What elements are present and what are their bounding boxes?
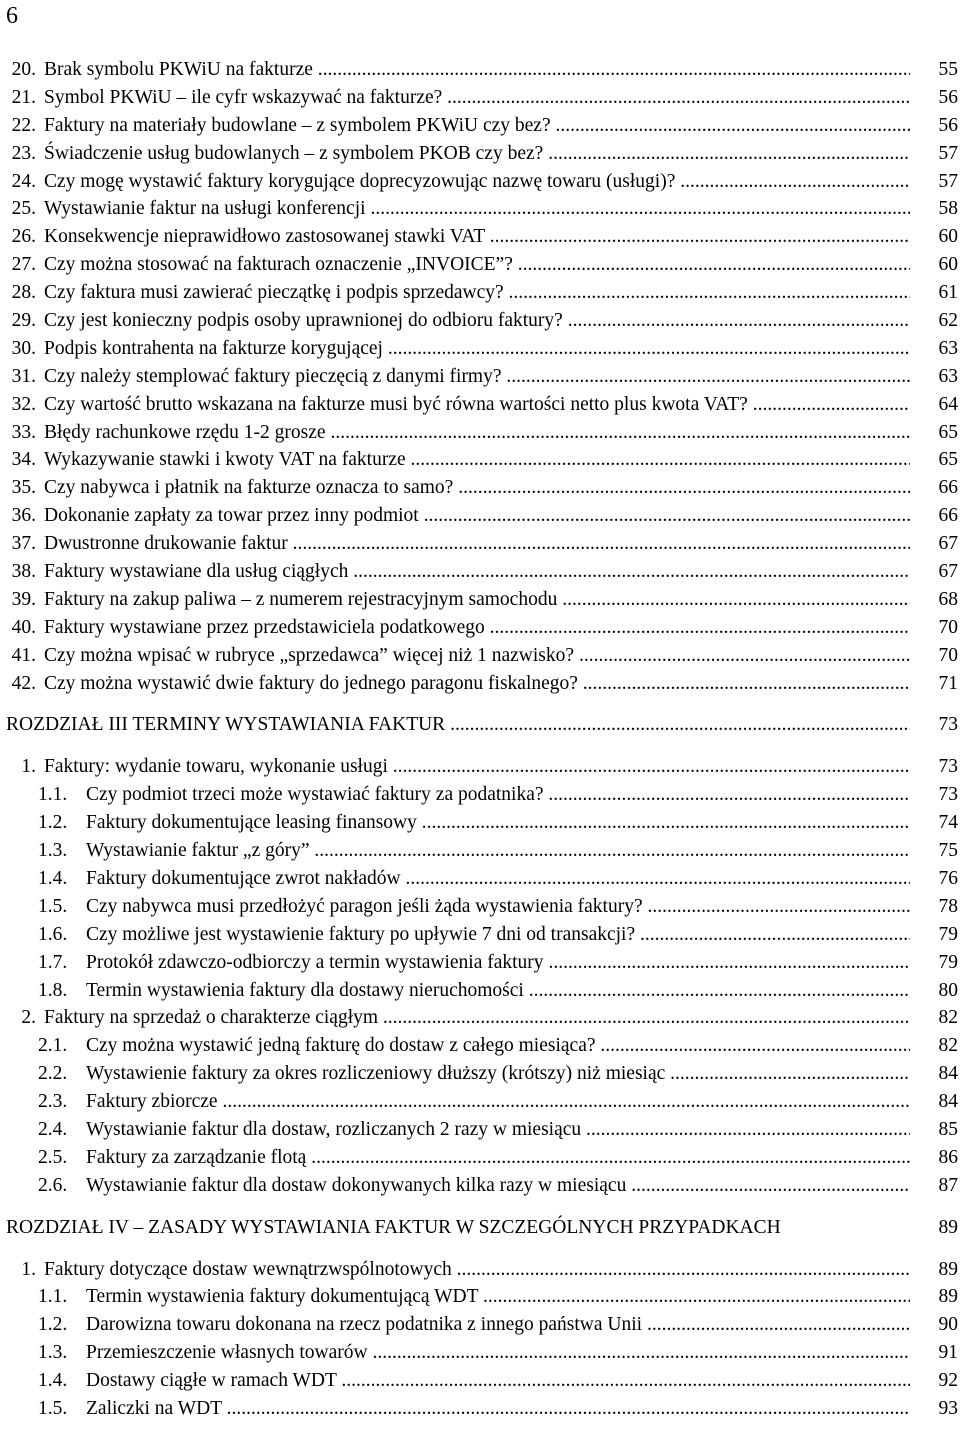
toc-entry-title: Czy można wpisać w rubryce „sprzedawca” więcej niż 1 nazwisko? ..... bbox=[44, 642, 910, 670]
toc-entry-page: 84 bbox=[938, 1091, 958, 1113]
toc-entry-page: 70 bbox=[938, 616, 958, 638]
toc-entry-page: 62 bbox=[938, 310, 958, 332]
toc-entry bbox=[0, 1144, 960, 1172]
toc-entry-number: 1.8. bbox=[38, 979, 68, 1001]
toc-entry bbox=[0, 112, 960, 140]
toc-entry-number: 20. bbox=[11, 59, 36, 80]
toc-entry-title: ROZDZIAŁ IV – ZASADY WYSTAWIANIA FAKTUR W SZCZEGÓLNYCH PRZYPADKACH bbox=[6, 1216, 781, 1238]
toc-entry-number: 40. bbox=[11, 616, 36, 638]
toc-entry bbox=[0, 558, 960, 586]
toc-entry-page: 66 bbox=[938, 505, 958, 527]
toc-entry-number: 42. bbox=[11, 672, 36, 694]
toc-entry-number: 2.5. bbox=[38, 1146, 68, 1168]
toc-entry bbox=[0, 865, 960, 893]
toc-entry-title: Czy możliwe jest wystawienie faktury po upływie 7 dni od transakcji? ..... bbox=[86, 921, 910, 949]
toc-entry-page: 67 bbox=[938, 561, 958, 583]
toc-entry bbox=[0, 251, 960, 279]
toc-entry-page: 70 bbox=[938, 644, 958, 666]
toc-entry-number: 2.6. bbox=[38, 1174, 68, 1196]
toc-entry bbox=[0, 1088, 960, 1116]
toc-entry-page: 75 bbox=[938, 840, 958, 862]
toc-entry bbox=[0, 586, 960, 614]
toc-entry-title: Czy jest konieczny podpis osoby uprawnionej do odbioru faktury? ..... bbox=[44, 307, 910, 335]
table-of-contents bbox=[0, 56, 960, 1423]
toc-entry-number: 32. bbox=[11, 393, 36, 415]
toc-entry-title: Faktury zbiorcze ..... bbox=[86, 1088, 910, 1116]
toc-entry-number: 24. bbox=[11, 170, 36, 192]
toc-entry-page: 86 bbox=[938, 1146, 958, 1168]
toc-entry-page: 71 bbox=[938, 672, 958, 694]
toc-entry bbox=[0, 949, 960, 977]
toc-entry-title: Konsekwencje nieprawidłowo zastosowanej stawki VAT ..... bbox=[44, 223, 910, 251]
toc-entry-title: Faktury dokumentujące leasing finansowy ..... bbox=[86, 809, 910, 837]
toc-entry-number: 30. bbox=[11, 337, 36, 359]
toc-entry bbox=[0, 1060, 960, 1088]
toc-entry-page: 66 bbox=[938, 477, 958, 499]
toc-entry bbox=[0, 363, 960, 391]
toc-entry-title: Faktury dotyczące dostaw wewnątrzwspólnotowych ..... bbox=[44, 1256, 910, 1284]
toc-entry-title: Protokół zdawczo-odbiorczy a termin wystawienia faktury ..... bbox=[86, 949, 910, 977]
toc-entry-number: 33. bbox=[11, 421, 36, 443]
toc-entry bbox=[0, 223, 960, 251]
toc-entry-page: 79 bbox=[938, 923, 958, 945]
toc-entry-number: 36. bbox=[11, 505, 36, 527]
chapter-heading bbox=[0, 711, 960, 739]
toc-entry-title: Darowizna towaru dokonana na rzecz podatnika z innego państwa Unii ..... bbox=[86, 1311, 910, 1339]
toc-entry-number: 21. bbox=[11, 86, 36, 108]
toc-entry-number: 1.3. bbox=[38, 840, 68, 862]
toc-entry-title: Czy nabywca i płatnik na fakturze oznacza to samo? ..... bbox=[44, 474, 910, 502]
toc-entry bbox=[0, 1367, 960, 1395]
toc-entry-number: 1. bbox=[21, 756, 36, 778]
page-number: 6 bbox=[6, 3, 18, 29]
toc-entry-title: Czy wartość brutto wskazana na fakturze musi być równa wartości netto plus kwota VAT? ..... bbox=[44, 391, 910, 419]
toc-entry bbox=[0, 84, 960, 112]
toc-entry bbox=[0, 140, 960, 168]
toc-entry-number: 1.5. bbox=[38, 895, 68, 917]
toc-entry-title: Termin wystawienia faktury dla dostawy nieruchomości ..... bbox=[86, 977, 910, 1005]
toc-entry-title: Czy nabywca musi przedłożyć paragon jeśli żąda wystawienia faktury? ..... bbox=[86, 893, 910, 921]
toc-entry-page: 73 bbox=[938, 784, 958, 806]
toc-entry-number: 1.5. bbox=[38, 1397, 68, 1419]
toc-entry bbox=[0, 1172, 960, 1200]
toc-entry bbox=[0, 670, 960, 698]
toc-entry-title: Wykazywanie stawki i kwoty VAT na fakturze ..... bbox=[44, 446, 910, 474]
toc-entry-title: Czy można stosować na fakturach oznaczenie „INVOICE”? ..... bbox=[44, 251, 910, 279]
toc-entry-page: 82 bbox=[938, 1035, 958, 1057]
toc-entry-page: 87 bbox=[938, 1174, 958, 1196]
toc-entry-number: 26. bbox=[11, 226, 36, 248]
toc-entry bbox=[0, 614, 960, 642]
toc-entry-number: 2.4. bbox=[38, 1118, 68, 1140]
toc-entry-page: 89 bbox=[938, 1258, 958, 1280]
toc-entry-title: Dokonanie zapłaty za towar przez inny podmiot ..... bbox=[44, 502, 910, 530]
toc-entry-number: 34. bbox=[11, 449, 36, 471]
toc-entry-title: Termin wystawienia faktury dokumentującą WDT ..... bbox=[86, 1283, 910, 1311]
toc-entry-page: 89 bbox=[938, 1286, 958, 1308]
toc-entry-number: 1.7. bbox=[38, 951, 68, 973]
toc-entry-number: 37. bbox=[11, 533, 36, 555]
toc-entry bbox=[0, 168, 960, 196]
toc-entry-title: Czy faktura musi zawierać pieczątkę i podpis sprzedawcy? ..... bbox=[44, 279, 910, 307]
toc-entry-title: Faktury na sprzedaż o charakterze ciągłym ..... bbox=[44, 1004, 910, 1032]
toc-entry-page: 73 bbox=[938, 714, 958, 736]
toc-entry-page: 64 bbox=[938, 393, 958, 415]
toc-entry bbox=[0, 642, 960, 670]
toc-entry-number: 28. bbox=[11, 282, 36, 304]
toc-entry bbox=[0, 1283, 960, 1311]
toc-entry-number: 1.6. bbox=[38, 923, 68, 945]
toc-entry-number: 1.3. bbox=[38, 1342, 68, 1364]
toc-entry-page: 58 bbox=[938, 198, 958, 220]
toc-entry-number: 25. bbox=[11, 198, 36, 220]
toc-entry-page: 63 bbox=[938, 365, 958, 387]
toc-entry-page: 85 bbox=[938, 1118, 958, 1140]
toc-entry-page: 56 bbox=[938, 114, 958, 136]
toc-entry-page: 56 bbox=[938, 86, 958, 108]
toc-entry-number: 1.4. bbox=[38, 867, 68, 889]
toc-entry-page: 74 bbox=[938, 812, 958, 834]
toc-entry-page: 80 bbox=[938, 979, 958, 1001]
toc-entry-page: 63 bbox=[938, 337, 958, 359]
toc-entry-number: 1.1. bbox=[38, 784, 68, 806]
toc-entry-title: Wystawianie faktur dla dostaw dokonywanych kilka razy w miesiącu ..... bbox=[86, 1172, 910, 1200]
toc-entry-title: Dostawy ciągłe w ramach WDT ..... bbox=[86, 1367, 910, 1395]
toc-entry-page: 89 bbox=[938, 1216, 958, 1238]
toc-entry bbox=[0, 809, 960, 837]
toc-entry bbox=[0, 195, 960, 223]
toc-entry-page: 91 bbox=[938, 1342, 958, 1364]
toc-entry-number: 27. bbox=[11, 254, 36, 276]
toc-entry-page: 76 bbox=[938, 867, 958, 889]
toc-entry-title: Symbol PKWiU – ile cyfr wskazywać na fakturze? ..... bbox=[44, 84, 910, 112]
toc-entry-page: 78 bbox=[938, 895, 958, 917]
toc-entry-page: 57 bbox=[938, 170, 958, 192]
toc-entry-title: Czy można wystawić dwie faktury do jednego paragonu fiskalnego? ..... bbox=[44, 670, 910, 698]
toc-entry-title: Dwustronne drukowanie faktur ..... bbox=[44, 530, 910, 558]
toc-entry-title: Czy podmiot trzeci może wystawiać faktury za podatnika? ..... bbox=[86, 781, 910, 809]
toc-entry-title: Zaliczki na WDT ..... bbox=[86, 1395, 910, 1423]
toc-entry-page: 90 bbox=[938, 1314, 958, 1336]
toc-entry bbox=[0, 1311, 960, 1339]
toc-entry bbox=[0, 474, 960, 502]
toc-entry-number: 2.2. bbox=[38, 1063, 68, 1085]
toc-entry-number: 22. bbox=[11, 114, 36, 136]
toc-entry-title: Czy można wystawić jedną fakturę do dostaw z całego miesiąca? ..... bbox=[86, 1032, 910, 1060]
toc-entry-number: 1.2. bbox=[38, 812, 68, 834]
toc-entry bbox=[0, 530, 960, 558]
toc-entry-number: 1.2. bbox=[38, 1314, 68, 1336]
toc-entry bbox=[0, 502, 960, 530]
toc-entry-page: 82 bbox=[938, 1007, 958, 1029]
toc-entry-title: Wystawianie faktur na usługi konferencji ..... bbox=[44, 195, 910, 223]
toc-entry-title: Świadczenie usług budowlanych – z symbolem PKOB czy bez? ..... bbox=[44, 140, 910, 168]
toc-entry-page: 73 bbox=[938, 756, 958, 778]
toc-entry-page: 65 bbox=[938, 421, 958, 443]
toc-entry-page: 68 bbox=[938, 588, 958, 610]
toc-entry-page: 55 bbox=[938, 59, 958, 80]
toc-entry-number: 29. bbox=[11, 310, 36, 332]
toc-entry-title: ROZDZIAŁ III TERMINY WYSTAWIANIA FAKTUR ..... bbox=[6, 711, 910, 739]
toc-entry-title: Faktury wystawiane dla usług ciągłych ..... bbox=[44, 558, 910, 586]
toc-entry-title: Czy należy stemplować faktury pieczęcią z danymi firmy? ..... bbox=[44, 363, 910, 391]
toc-entry-page: 79 bbox=[938, 951, 958, 973]
toc-entry-number: 1.4. bbox=[38, 1370, 68, 1392]
toc-entry bbox=[0, 977, 960, 1005]
toc-entry-page: 60 bbox=[938, 226, 958, 248]
toc-entry-number: 39. bbox=[11, 588, 36, 610]
toc-entry-number: 31. bbox=[11, 365, 36, 387]
toc-entry bbox=[0, 279, 960, 307]
toc-entry-title: Brak symbolu PKWiU na fakturze ..... bbox=[44, 56, 910, 84]
toc-entry-page: 84 bbox=[938, 1063, 958, 1085]
toc-entry-page: 67 bbox=[938, 533, 958, 555]
toc-entry-number: 2.1. bbox=[38, 1035, 68, 1057]
toc-entry bbox=[0, 1032, 960, 1060]
toc-entry-number: 1.1. bbox=[38, 1286, 68, 1308]
toc-entry-page: 57 bbox=[938, 142, 958, 164]
toc-entry-title: Faktury na materiały budowlane – z symbolem PKWiU czy bez? ..... bbox=[44, 112, 910, 140]
toc-entry bbox=[0, 1256, 960, 1284]
toc-entry-title: Faktury na zakup paliwa – z numerem rejestracyjnym samochodu ..... bbox=[44, 586, 910, 614]
toc-entry-title: Podpis kontrahenta na fakturze korygującej ..... bbox=[44, 335, 910, 363]
toc-entry-title: Czy mogę wystawić faktury korygujące doprecyzowując nazwę towaru (usługi)? ..... bbox=[44, 168, 910, 196]
toc-entry-page: 65 bbox=[938, 449, 958, 471]
toc-entry-number: 2. bbox=[21, 1007, 36, 1029]
toc-entry bbox=[0, 781, 960, 809]
toc-entry-number: 2.3. bbox=[38, 1091, 68, 1113]
toc-entry-title: Faktury wystawiane przez przedstawiciela podatkowego ..... bbox=[44, 614, 910, 642]
toc-entry bbox=[0, 307, 960, 335]
toc-entry-title: Wystawianie faktur „z góry” ..... bbox=[86, 837, 910, 865]
toc-entry bbox=[0, 1116, 960, 1144]
toc-entry-title: Faktury dokumentujące zwrot nakładów ..... bbox=[86, 865, 910, 893]
toc-entry bbox=[0, 419, 960, 447]
toc-entry bbox=[0, 391, 960, 419]
toc-entry bbox=[0, 837, 960, 865]
toc-entry-title: Wystawianie faktur dla dostaw, rozliczanych 2 razy w miesiącu ..... bbox=[86, 1116, 910, 1144]
toc-entry-number: 1. bbox=[21, 1258, 36, 1280]
toc-entry bbox=[0, 446, 960, 474]
toc-entry-title: Wystawienie faktury za okres rozliczeniowy dłuższy (krótszy) niż miesiąc ..... bbox=[86, 1060, 910, 1088]
chapter-heading bbox=[0, 1214, 960, 1242]
toc-entry-title: Przemieszczenie własnych towarów ..... bbox=[86, 1339, 910, 1367]
toc-entry-number: 35. bbox=[11, 477, 36, 499]
toc-entry bbox=[0, 1395, 960, 1423]
toc-entry bbox=[0, 56, 960, 84]
toc-entry bbox=[0, 753, 960, 781]
toc-entry bbox=[0, 921, 960, 949]
toc-entry bbox=[0, 1004, 960, 1032]
toc-entry bbox=[0, 335, 960, 363]
toc-entry-page: 61 bbox=[938, 282, 958, 304]
toc-entry-number: 38. bbox=[11, 561, 36, 583]
toc-entry-title: Błędy rachunkowe rzędu 1-2 grosze ..... bbox=[44, 419, 910, 447]
toc-entry bbox=[0, 893, 960, 921]
toc-entry-page: 93 bbox=[938, 1397, 958, 1419]
toc-entry-title: Faktury za zarządzanie flotą ..... bbox=[86, 1144, 910, 1172]
toc-entry-number: 41. bbox=[11, 644, 36, 666]
toc-entry-page: 60 bbox=[938, 254, 958, 276]
toc-entry bbox=[0, 1339, 960, 1367]
toc-entry-page: 92 bbox=[938, 1370, 958, 1392]
toc-entry-title: Faktury: wydanie towaru, wykonanie usługi ..... bbox=[44, 753, 910, 781]
toc-entry-number: 23. bbox=[11, 142, 36, 164]
